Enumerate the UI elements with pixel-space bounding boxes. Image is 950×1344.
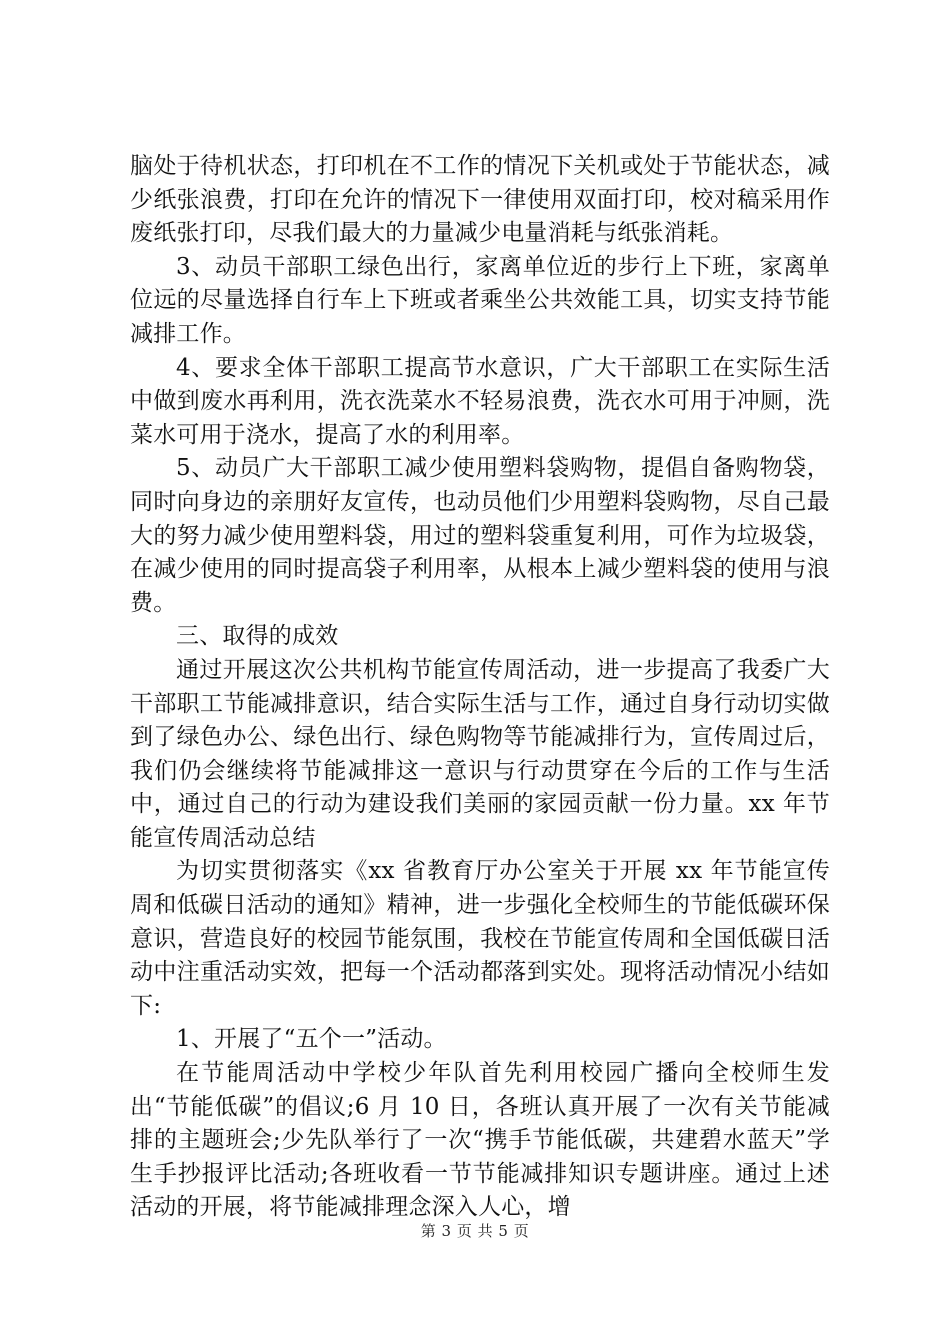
- paragraph-9: 在节能周活动中学校少年队首先利用校园广播向全校师生发出“节能低碳”的倡议;6 月 10 日，各班认真开展了一次有关节能减排的主题班会;少先队举行了一次“携手节能低碳，共建碧水蓝天”学生手抄报评比活动;各班收看一节节能减排知识专题讲座。通过上述活动的开展，将节能减排理念深入人心，增: [130, 1060, 830, 1221]
- paragraph-8: 1、开展了“五个一”活动。: [176, 1026, 447, 1053]
- paragraph-4: 5、动员广大干部职工减少使用塑料袋购物，提倡自备购物袋，同时向身边的亲朋好友宣传，也动员他们少用塑料袋购物，尽自己最大的努力减少使用塑料袋，用过的塑料袋重复利用，可作为垃圾袋，在减少使用的同时提高袋子利用率，从根本上减少塑料袋的使用与浪费。: [130, 455, 830, 616]
- paragraph-7: 为切实贯彻落实《xx 省教育厅办公室关于开展 xx 年节能宣传周和低碳日活动的通知》精神，进一步强化全校师生的节能低碳环保意识，营造良好的校园节能氛围，我校在节能宣传周和全国低碳日活动中注重活动实效，把每一个活动都落到实处。现将活动情况小结如下:: [130, 858, 830, 1019]
- document-body: [130, 150, 830, 1225]
- paragraph-3: 4、要求全体干部职工提高节水意识，广大干部职工在实际生活中做到废水再利用，洗衣洗菜水不轻易浪费，洗衣水可用于冲厕，洗菜水可用于浇水，提高了水的利用率。: [130, 354, 830, 448]
- paragraph-1: 脑处于待机状态，打印机在不工作的情况下关机或处于节能状态，减少纸张浪费，打印在允许的情况下一律使用双面打印，校对稿采用作废纸张打印，尽我们最大的力量减少电量消耗与纸张消耗。: [130, 153, 830, 247]
- page-number-footer: 第 3 页 共 5 页: [420, 1222, 530, 1240]
- paragraph-6: 通过开展这次公共机构节能宣传周活动，进一步提高了我委广大干部职工节能减排意识，结合实际生活与工作，通过自身行动切实做到了绿色办公、绿色出行、绿色购物等节能减排行为，宣传周过后，我们仍会继续将节能减排这一意识与行动贯穿在今后的工作与生活中，通过自己的行动为建设我们美丽的家园贡献一份力量。xx 年节能宣传周活动总结: [130, 656, 830, 851]
- paragraph-2: 3、动员干部职工绿色出行，家离单位近的步行上下班，家离单位远的尽量选择自行车上下班或者乘坐公共效能工具，切实支持节能减排工作。: [130, 253, 830, 347]
- section-heading: 三、取得的成效: [176, 623, 339, 650]
